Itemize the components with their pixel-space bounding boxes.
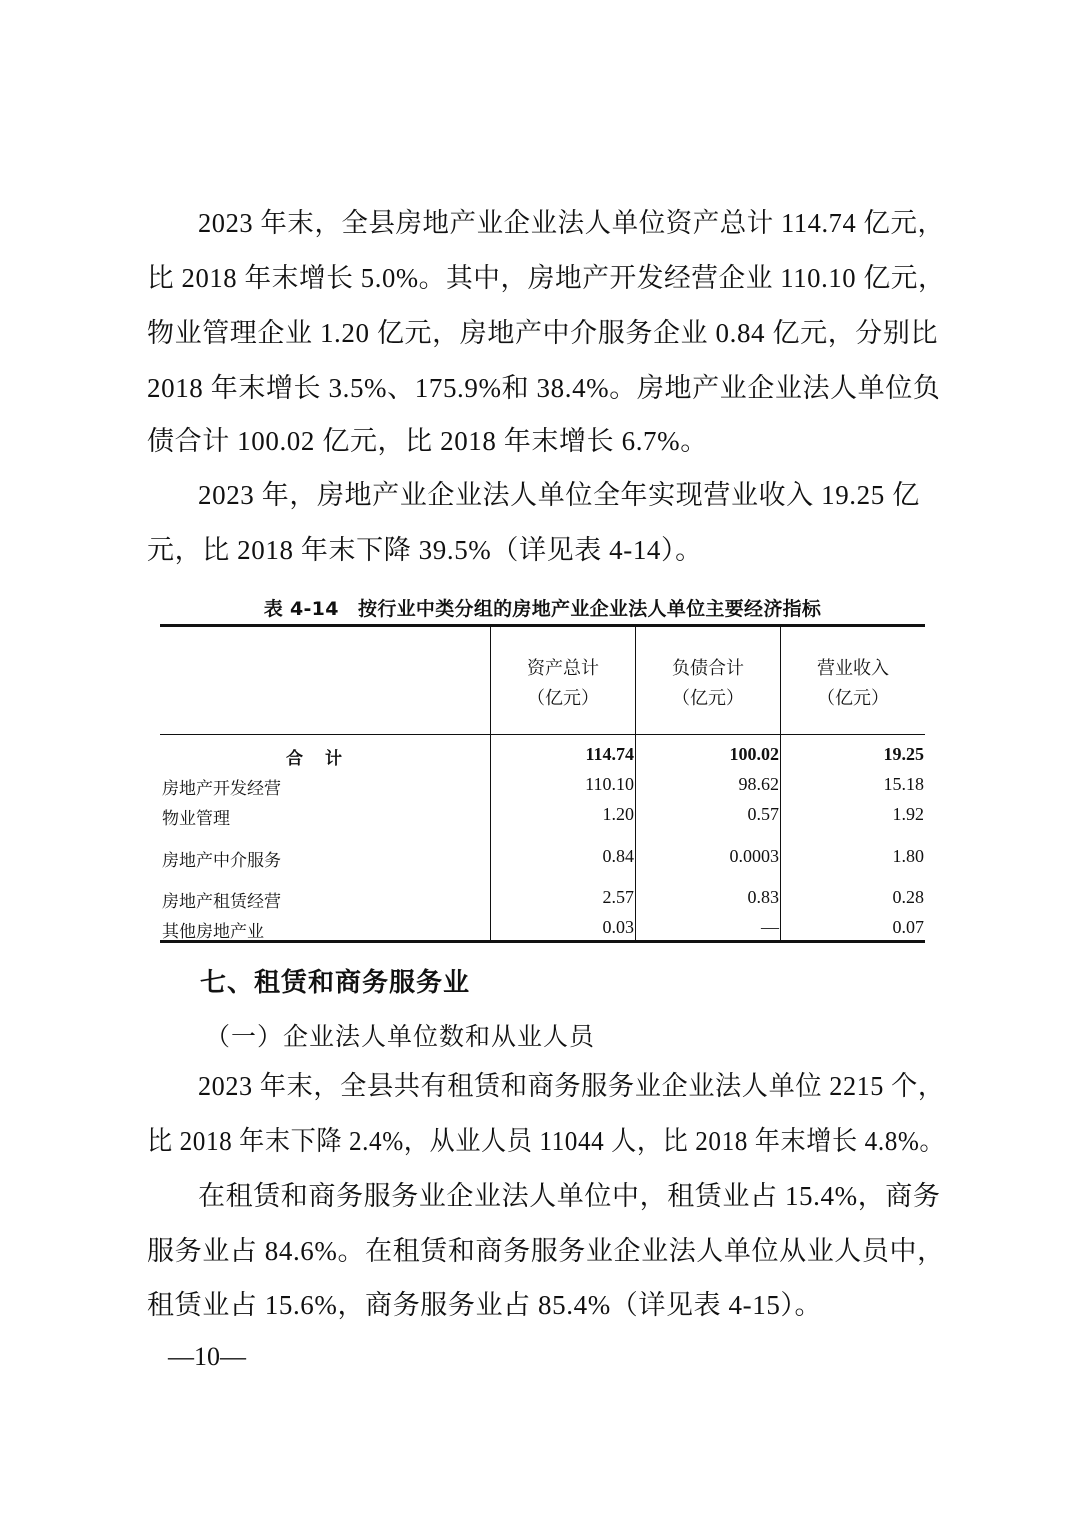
table-header-rule: [160, 734, 925, 735]
column-header-liabilities: [636, 654, 780, 714]
row-label: 房地产租赁经营: [162, 892, 281, 912]
table-row: [160, 774, 925, 802]
text-line: 债合计 100.02 亿元，比 2018 年末增长 6.7%。: [147, 426, 708, 456]
text-line: 在租赁和商务服务业企业法人单位中，租赁业占 15.4%，商务: [198, 1181, 941, 1211]
cell-assets: 0.84: [602, 846, 634, 866]
cell-liabilities: 100.02: [729, 744, 779, 764]
subsection-heading: （一）企业法人单位数和从业人员: [205, 1022, 596, 1051]
text-line: 2023 年末，全县共有租赁和商务服务业企业法人单位 2215 个，: [198, 1071, 945, 1101]
page-number: —10—: [168, 1342, 246, 1371]
text-line: 比 2018 年末增长 5.0%。其中，房地产开发经营企业 110.10 亿元，: [147, 263, 946, 293]
section-heading: 七、租赁和商务服务业: [200, 968, 471, 998]
cell-revenue: 19.25: [883, 744, 924, 764]
column-header-revenue: [781, 654, 925, 714]
cell-liabilities: 0.83: [747, 887, 779, 907]
table-title: 表 4-14 按行业中类分组的房地产业企业法人单位主要经济指标: [263, 598, 822, 620]
header-name: 负债合计: [672, 658, 744, 679]
text-line: 比 2018 年末下降 2.4%，从业人员 11044 人，比 2018 年末增长 4.8%。: [147, 1126, 946, 1156]
cell-liabilities: 0.57: [747, 804, 779, 824]
cell-assets: 114.74: [585, 744, 634, 764]
table-row: [160, 887, 925, 915]
table-row: [160, 804, 925, 832]
row-label: 房地产开发经营: [162, 779, 281, 799]
text-line: 2023 年末，全县房地产业企业法人单位资产总计 114.74 亿元，: [198, 208, 945, 238]
row-label: 其他房地产业: [162, 922, 264, 942]
cell-revenue: 15.18: [883, 774, 924, 794]
text-line: 物业管理企业 1.20 亿元，房地产中介服务企业 0.84 亿元，分别比: [147, 318, 939, 348]
text-line: 服务业占 84.6%。在租赁和商务服务业企业法人单位从业人员中，: [147, 1236, 945, 1266]
table-row: [160, 917, 925, 945]
header-unit: （亿元）: [672, 688, 744, 709]
cell-revenue: 1.80: [892, 846, 924, 866]
cell-assets: 2.57: [602, 887, 634, 907]
cell-liabilities: 98.62: [738, 774, 779, 794]
cell-revenue: 0.28: [892, 887, 924, 907]
row-label: 房地产中介服务: [162, 851, 281, 871]
text-line: 元，比 2018 年末下降 39.5%（详见表 4-14）。: [147, 535, 703, 565]
cell-assets: 0.03: [602, 917, 634, 937]
data-table: [160, 624, 925, 944]
cell-assets: 1.20: [602, 804, 634, 824]
table-row: [160, 846, 925, 874]
text-line: 2018 年末增长 3.5%、175.9%和 38.4%。房地产业企业法人单位负: [147, 373, 941, 403]
cell-revenue: 0.07: [892, 917, 924, 937]
row-label: 物业管理: [162, 809, 230, 829]
table-top-rule: [160, 624, 925, 627]
column-header-assets: [491, 654, 635, 714]
header-unit: （亿元）: [817, 688, 889, 709]
row-label: 合计: [286, 749, 364, 769]
header-name: 营业收入: [817, 658, 889, 679]
text-line: 租赁业占 15.6%，商务服务业占 85.4%（详见表 4-15）。: [147, 1290, 823, 1320]
header-name: 资产总计: [527, 658, 599, 679]
text-line: 2023 年，房地产业企业法人单位全年实现营业收入 19.25 亿: [198, 480, 920, 510]
cell-liabilities: —: [761, 917, 779, 937]
cell-assets: 110.10: [585, 774, 634, 794]
header-unit: （亿元）: [527, 688, 599, 709]
cell-revenue: 1.92: [892, 804, 924, 824]
cell-liabilities: 0.0003: [729, 846, 779, 866]
table-row-total: [160, 744, 925, 772]
